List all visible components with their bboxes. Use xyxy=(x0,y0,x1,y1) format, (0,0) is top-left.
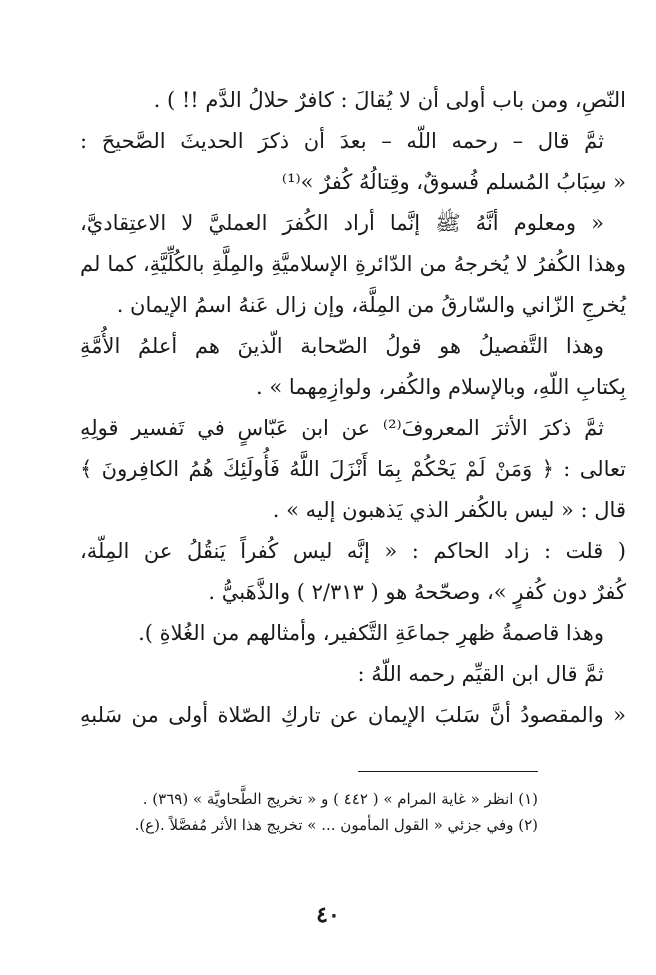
text-line: تعالى : ﴿ وَمَنْ لَمْ يَحْكُمْ بِمَا أَنْزَلَ اللَّهُ فَأُولَئِكَ هُمُ الكافِرونَ ﴾ xyxy=(80,457,626,481)
text-line: « والمقصودُ أنَّ سَلبَ الإيمان عن تاركِ الصّلاة أولى من سَلبهِ xyxy=(80,703,626,727)
text-line: كُفرٌ دون كُفرٍ »، وصحّحهُ هو ( ٢/٣١٣ ) والذَّهَبيُّ . xyxy=(208,580,626,604)
text-line: « سِبَابُ المُسلم فُسوقٌ، وقِتالُهُ كُفرٌ »⁽¹⁾ xyxy=(281,170,626,194)
text-line: يُخرجِ الزّاني والسّارقُ من المِلَّة، وإن زال عَنهُ اسمُ الإيمان . xyxy=(116,293,626,317)
text-line: قال : « ليس بالكُفر الذي يَذهبون إليه » . xyxy=(272,498,626,522)
footnote: (١) انظر « غاية المرام » ( ٤٤٢ ) و « تخريج الطَّحاويَّة » (٣٦٩) . xyxy=(142,790,538,808)
main-text xyxy=(80,80,626,736)
footnote: (٢) وفي جزئي « القول المأمون ... » تخريج هذا الأثر مُفصَّلاً .(ع). xyxy=(134,816,538,834)
text-line: ثمَّ قال ابن القيِّم رحمه اللّهُ : xyxy=(357,662,604,686)
text-line: « ومعلوم أنَّهُ ﷺ إنَّما أراد الكُفرَ العمليَّ لا الاعتِقاديَّ، xyxy=(80,211,604,235)
page-number: ٤٠ xyxy=(316,902,340,928)
footnote-divider xyxy=(358,771,538,772)
text-line: ( قلت : زاد الحاكم : « إنَّه ليس كُفراً يَنقُلُ عن المِلّة، xyxy=(80,539,626,563)
text-line: وهذا قاصمةُ ظهرِ جماعَةِ التَّكفير، وأمثالهم من الغُلاةِ ). xyxy=(138,621,604,645)
text-line: ثمَّ ذكرَ الأثرَ المعروفَ⁽²⁾ عن ابن عَبّاسٍ في تَفسير قولِهِ xyxy=(80,416,604,440)
footnotes xyxy=(80,786,538,838)
text-line: وهذا الكُفرُ لا يُخرجهُ من الدّائرةِ الإسلاميَّةِ والمِلَّةِ بالكُلِّيَّةِ، كما لم xyxy=(80,252,626,276)
text-line: النّصِ، ومن باب أولى أن لا يُقالَ : كافرٌ حلالُ الدَّم !! ) . xyxy=(153,88,626,112)
text-line: بِكتابِ اللّهِ، وبالإسلام والكُفر، ولوازِمِهما » . xyxy=(255,375,626,399)
text-line: وهذا التَّفصيلُ هو قولُ الصّحابة الّذينَ هم أعلمُ الأُمَّةِ xyxy=(80,334,604,358)
text-line: ثمَّ قال – رحمه اللّه – بعدَ أن ذكرَ الحديثَ الصَّحيحَ : xyxy=(80,129,604,153)
